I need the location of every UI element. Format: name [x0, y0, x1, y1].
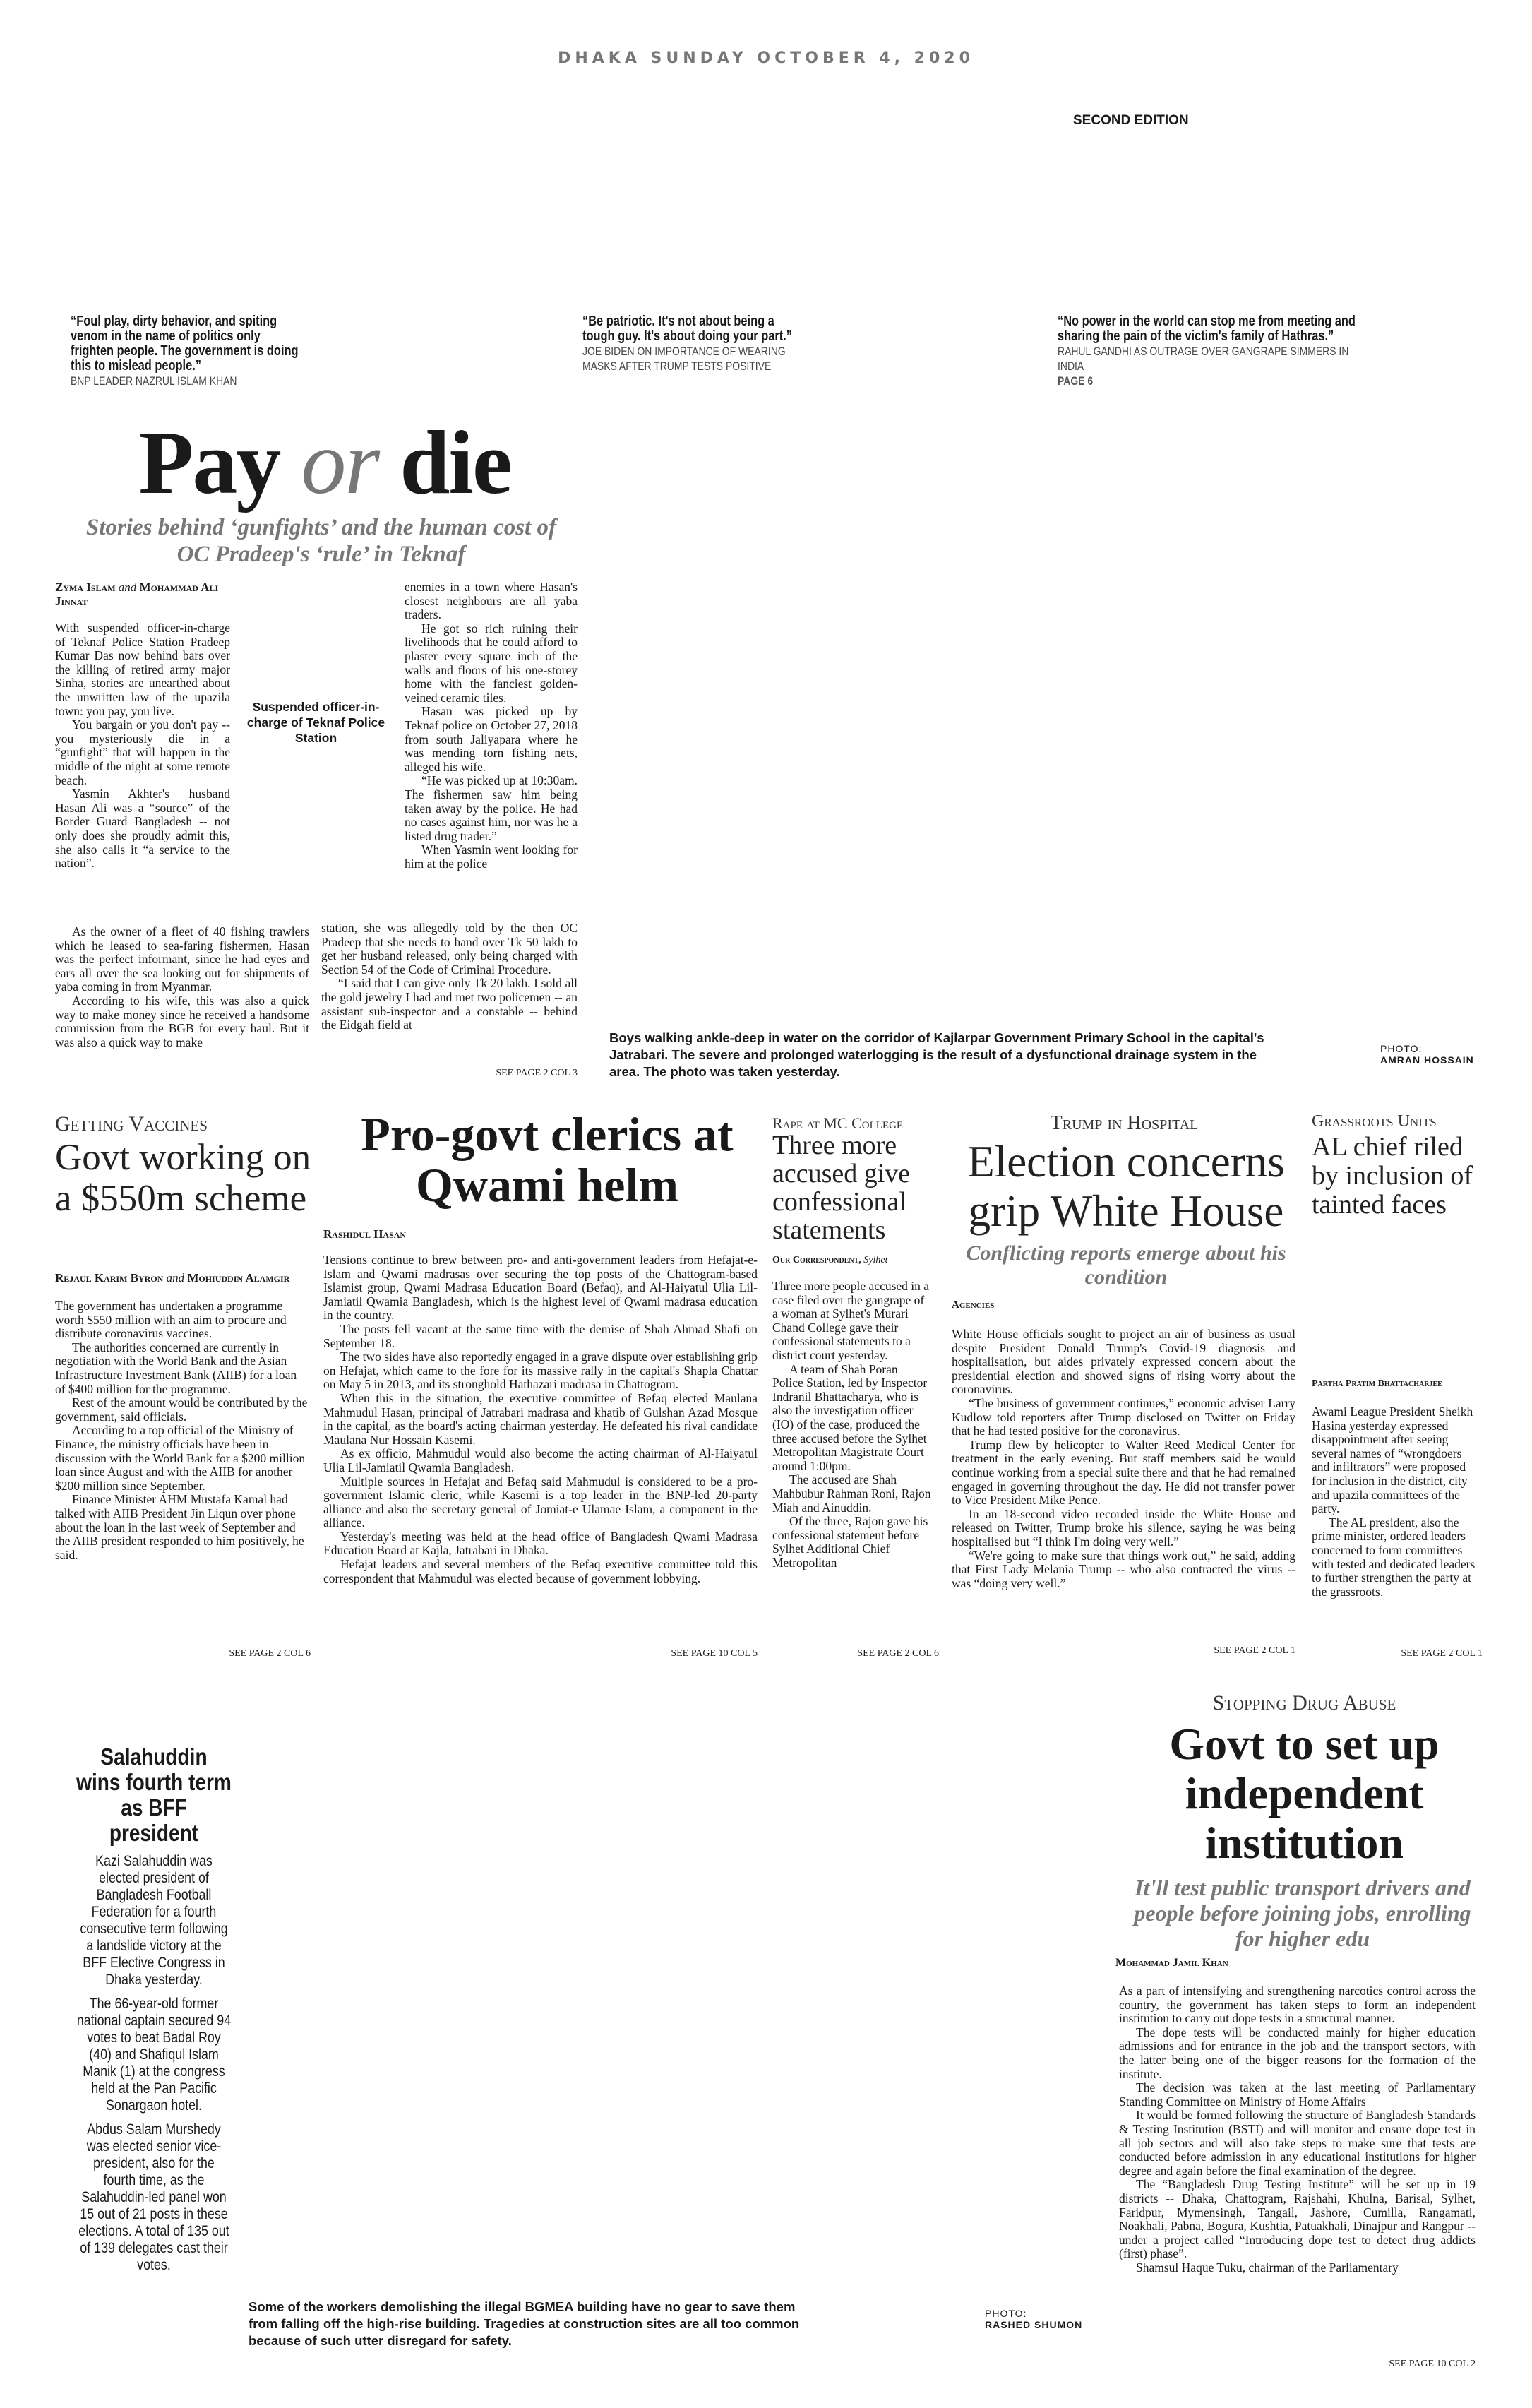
byline-author: Mohiuddin Alamgir: [187, 1271, 290, 1285]
paragraph: “We're going to make sure that things work out,” he said, adding that First Lady Melania Trump -- who also contracted the virus -- was “doing very well.”: [952, 1548, 1295, 1590]
al-body: [1312, 1405, 1481, 1599]
lead-byline: [55, 580, 225, 609]
photo-credit-name: RASHED SHUMON: [985, 2319, 1083, 2330]
al-byline: Partha Pratim Bhattacharjee: [1312, 1378, 1442, 1389]
quote-rahul: [1058, 314, 1365, 388]
trump-byline: Agencies: [952, 1299, 995, 1311]
paragraph: The two sides have also reportedly engaged in a grave dispute over establishing grip on Hefajat, which came to the fore for its massive rally in the capital's Shapla Chattar on May 5 in 2013, and its stronghold Hathazari madrasa in Chattogram.: [323, 1349, 758, 1392]
rape-body: [772, 1280, 931, 1570]
paragraph: Multiple sources in Hefajat and Befaq said Mahmudul is considered to be a pro-government Islamic cleric, while Kasemi is a top leader in the BNP-led 20-party alliance and also the secretary general of Jomiat-e Ulamae Islam, a component in the alliance.: [323, 1474, 758, 1530]
rape-jump[interactable]: SEE PAGE 2 COL 6: [857, 1648, 939, 1659]
trump-headline[interactable]: Election concerns grip White House: [967, 1137, 1285, 1236]
paragraph: As a part of intensifying and strengthening narcotics control across the country, the government has taken steps to form an independent institution to carry out dope tests in a structural manner.: [1119, 1984, 1476, 2026]
trump-jump[interactable]: SEE PAGE 2 COL 1: [1214, 1645, 1295, 1656]
lead-col2-wide: [321, 922, 578, 1032]
byline-and: and: [166, 1271, 185, 1285]
quote-source: JOE BIDEN ON IMPORTANCE OF WEARING MASKS AFTER TRUMP TESTS POSITIVE: [582, 345, 786, 373]
edition-label: SECOND EDITION: [1073, 113, 1189, 128]
paragraph: The “Bangladesh Drug Testing Institute” will be set up in 19 districts -- Dhaka, Chattogram, Rajshahi, Khulna, Barisal, Sylhet, Faridpur, Mymensingh, Tangail, Jashore, Cumilla, Rangamati, Noakhali, Pabna, Bogura, Kushtia, Patuakhali, Dinajpur and Rangpur -- under a project called “Introducing dope test to detect drug addicts (first) phase”.: [1119, 2177, 1476, 2261]
byline-author: Our Correspondent,: [772, 1255, 861, 1265]
paragraph: The dope tests will be conducted mainly for higher education admissions and for entrance in the job and the transport sectors, with the latter being one of the bigger reasons for the formation of the institute.: [1119, 2025, 1476, 2081]
paragraph: The accused are Shah Mahbubur Rahman Roni, Rajon Miah and Ainuddin.: [772, 1472, 931, 1515]
clerics-body: [323, 1253, 758, 1585]
rape-headline[interactable]: Three more accused give confessional statements: [772, 1131, 911, 1245]
byline-place: Sylhet: [863, 1255, 888, 1265]
lead-photo-caption: Boys walking ankle-deep in water on the corridor of Kajlarpar Government Primary School in the capital's Jatrabari. The severe and prolonged waterlogging is the result of a dysfunctional drainage system in the area. The photo was taken yesterday.: [609, 1030, 1264, 1079]
paragraph: station, she was allegedly told by the then OC Pradeep that she needs to hand over Tk 50 lakh to get her husband released, only being charged with Section 54 of the Code of Criminal Procedure.: [321, 921, 578, 977]
paragraph: Finance Minister AHM Mustafa Kamal had talked with AIIB President Jin Liqun over phone about the loan in the last week of September and the AIIB president responded to him positively, he said.: [55, 1492, 304, 1562]
rape-kicker: Rape at MC College: [772, 1114, 904, 1132]
paragraph: The AL president, also the prime minister, ordered leaders concerned to form committees with tested and dedicated leaders to further strengthen the party at the grassroots.: [1312, 1515, 1476, 1599]
paragraph: Rest of the amount would be contributed by the government, said officials.: [55, 1395, 308, 1424]
paragraph: “The business of government continues,” economic adviser Larry Kudlow told reporters after Trump disclosed on Twitter on Friday that he had tested positive for the coronavirus.: [952, 1395, 1295, 1438]
trump-body: [952, 1328, 1295, 1590]
quote-source: BNP LEADER NAZRUL ISLAM KHAN: [71, 374, 237, 388]
paragraph: According to a top official of the Ministry of Finance, the ministry officials have been in discussion with the World Bank for a $200 million loan since August and with the AIIB for another $200 million since September.: [55, 1423, 306, 1493]
vaccines-byline: [55, 1271, 352, 1285]
paragraph: Of the three, Rajon gave his confessional statement before Sylhet Additional Chief Metropolitan: [772, 1514, 928, 1570]
lead-col1-wide: [55, 925, 309, 1049]
paragraph: “I said that I can give only Tk 20 lakh. I sold all the gold jewelry I had and met two policemen -- an assistant sub-inspector and a constable -- behind the Eidgah field at: [321, 976, 578, 1032]
paragraph: Kazi Salahuddin was elected president of Bangladesh Football Federation for a fourth consecutive term following a landslide victory at the BFF Elective Congress in Dhaka yesterday.: [80, 1853, 228, 1988]
paragraph: Hefajat leaders and several members of the Befaq executive committee told this correspondent that Mahmudul was elected because of government lobbying.: [323, 1557, 758, 1585]
paragraph: With suspended officer-in-charge of Teknaf Police Station Pradeep Kumar Das now behind bars over the killing of retired army major Sinha, stories are unearthed about the unwritten law of the upazila town: you pay, you live.: [55, 621, 230, 718]
paragraph: You bargain or you don't pay -- you mysteriously die in a “gunfight” that will happen in the middle of the night at some remote beach.: [55, 717, 230, 787]
paragraph: As the owner of a fleet of 40 fishing trawlers which he leased to sea-faring fishermen, Hasan was the perfect informant, since he had eyes and ears all over the sea looking out for shipments of yaba coming in from Myanmar.: [55, 924, 309, 994]
bgmea-caption: Some of the workers demolishing the illegal BGMEA building have no gear to save them from falling off the high-rise building. Tragedies at construction sites are all too common because of such utter disregard for safety.: [249, 2299, 800, 2348]
byline-author: Zyma Islam: [55, 580, 116, 594]
lead-headline-or: or: [301, 412, 379, 513]
paragraph: It would be formed following the structure of Bangladesh Standards & Testing Institution (BSTI) and will monitor and ensure dope test in all job sectors and will also take steps to make sure that tests are conducted before admission in any educational institutions for higher degree and again before the final examination of the degree.: [1119, 2108, 1476, 2178]
drug-body: [1119, 1984, 1476, 2275]
drug-deck: It'll test public transport drivers and people before joining jobs, enrolling for higher edu: [1134, 1875, 1471, 1951]
bgmea-photo-credit: [985, 2308, 1105, 2330]
paragraph: Yesterday's meeting was held at the head office of Bangladesh Qwami Madrasa Education Board at Kajla, Jatrabari in Dhaka.: [323, 1529, 758, 1558]
quote-text: “Foul play, dirty behavior, and spiting venom in the name of politics only frighten people. The government is doing this to mislead people.”: [71, 314, 299, 374]
vaccines-headline[interactable]: Govt working on a $550m scheme: [55, 1137, 311, 1219]
vaccines-body: [55, 1299, 309, 1562]
quote-biden: [582, 314, 803, 374]
paragraph: When Yasmin went looking for him at the police: [405, 842, 578, 871]
paragraph: The posts fell vacant at the same time with the demise of Shah Ahmad Shafi on September 18.: [323, 1321, 758, 1350]
paragraph: A team of Shah Poran Police Station, led by Inspector Indranil Bhattacharya, who is also the investigation officer (IO) of the case, produced the three accused before the Sylhet Metropolitan Magistrate Court around 1:00pm.: [772, 1361, 928, 1473]
paragraph: The authorities concerned are currently in negotiation with the World Bank and the Asian Infrastructure Investment Bank (AIIB) for a loan of $400 million for the programme.: [55, 1340, 297, 1396]
paragraph: Awami League President Sheikh Hasina yesterday expressed disappointment after seeing several names of “wrongdoers and infiltrators” were proposed for inclusion in the district, city and upazila committees of the party.: [1312, 1405, 1473, 1516]
photo-credit-name: AMRAN HOSSAIN: [1380, 1054, 1474, 1066]
paragraph: In an 18-second video recorded inside the White House and released on Twitter, Trump broke his silence, saying he was being hospitalised but “I think I'm doing very well.”: [952, 1506, 1295, 1549]
lead-jump[interactable]: SEE PAGE 2 COL 3: [496, 1068, 578, 1078]
paragraph: According to his wife, this was also a quick way to make money since he received a handsome commission from the BGB for every haul. But it was also a quick way to make: [55, 993, 309, 1049]
lead-headline-word: die: [400, 412, 511, 513]
quote-text: “Be patriotic. It's not about being a tough guy. It's about doing your part.”: [582, 314, 792, 344]
al-kicker: Grassroots Units: [1312, 1112, 1437, 1131]
drug-jump[interactable]: SEE PAGE 10 COL 2: [1389, 2359, 1476, 2369]
photo-label: PHOTO:: [1380, 1043, 1423, 1054]
paragraph: The government has undertaken a programme worth $550 million with an aim to procure and distribute coronavirus vaccines.: [55, 1299, 287, 1341]
lead-deck: Stories behind ‘gunfights’ and the human cost of OC Pradeep's ‘rule’ in Teknaf: [86, 515, 556, 567]
byline-author: Mohammad Ali Jinnat: [55, 580, 219, 608]
clerics-byline: Rashidul Hasan: [323, 1227, 407, 1241]
lead-col2: [405, 580, 578, 871]
vaccines-jump[interactable]: SEE PAGE 2 COL 6: [229, 1648, 311, 1659]
lead-col1: [55, 621, 230, 871]
paragraph: When this in the situation, the executive committee of Befaq elected Maulana Mahmudul Hasan, principal of Jatrabari madrasa and khatib of Gulshan Azad Mosque in the capital, as the board's acting chairman yesterday. He defeated his rival candidate Maulana Nur Hossain Kasemi.: [323, 1390, 758, 1447]
clerics-headline[interactable]: Pro-govt clerics at Qwami helm: [361, 1107, 734, 1212]
lead-headline[interactable]: [56, 412, 593, 513]
paragraph: enemies in a town where Hasan's closest neighbours are all yaba traders.: [405, 580, 578, 622]
rape-byline: [772, 1253, 963, 1268]
vaccines-kicker: Getting Vaccines: [55, 1112, 208, 1136]
paragraph: Hasan was picked up by Teknaf police on October 27, 2018 from south Jaliyapara where he was mending torn fishing nets, alleged his wife.: [405, 704, 578, 774]
quote-text: “No power in the world can stop me from meeting and sharing the pain of the victim's family of Hathras.”: [1058, 314, 1356, 344]
paragraph: Shamsul Haque Tuku, chairman of the Parliamentary: [1136, 2260, 1399, 2275]
trump-kicker: Trump in Hospital: [1050, 1112, 1199, 1134]
paragraph: The decision was taken at the last meeting of Parliamentary Standing Committee on Ministry of Home Affairs: [1119, 2080, 1476, 2109]
salahuddin-headline[interactable]: Salahuddin wins fourth term as BFF president: [76, 1744, 232, 1846]
drug-headline[interactable]: Govt to set up independent institution: [1169, 1719, 1440, 1868]
salahuddin-brief: [62, 1744, 246, 2274]
quote-nazrul: [71, 314, 302, 388]
al-headline[interactable]: AL chief riled by inclusion of tainted faces: [1312, 1132, 1473, 1220]
byline-author: Rejaul Karim Byron: [55, 1271, 164, 1285]
paragraph: Tensions continue to brew between pro- and anti-government leaders from Hefajat-e-Islam and Qwami madrasas over securing the top posts of the Chattogram-based Islamist group, Qwami Madrasa Education Board (Befaq), and Al-Haiyatul Ulia Lil-Jamiatil Qwamia Bangladesh, which is the highest level of Qwami madrasa education in the country.: [323, 1253, 758, 1323]
mugshot-caption: Suspended officer-in-charge of Teknaf Police Station: [246, 700, 385, 745]
paragraph: He got so rich ruining their livelihoods that he could afford to plaster every square inch of the walls and floors of his one-storey home with the fanciest golden-veined ceramic tiles.: [405, 621, 578, 705]
paragraph: The 66-year-old former national captain secured 94 votes to beat Badal Roy (40) and Shafiqul Islam Manik (1) at the congress held at the Pan Pacific Sonargaon hotel.: [76, 1996, 232, 2114]
paragraph: Abdus Salam Murshedy was elected senior vice-president, also for the fourth time, as the Salahuddin-led panel won 15 out of 21 posts in these elections. A total of 135 out of 139 delegates cast their votes.: [78, 2121, 229, 2273]
paragraph: Three more people accused in a case filed over the gangrape of a woman at Sylhet's Murari Chand College gave their confessional statements to a district court yesterday.: [772, 1279, 930, 1362]
lead-headline-word: Pay: [138, 412, 280, 513]
paragraph: As ex officio, Mahmudul would also become the acting chairman of Al-Haiyatul Ulia Lil-Jamiatil Qwamia Bangladesh.: [323, 1446, 758, 1474]
paragraph: Yasmin Akhter's husband Hasan Ali was a “source” of the Border Guard Bangladesh -- not only does she proudly admit this, she also calls it “a service to the nation”.: [55, 787, 230, 871]
salahuddin-body: [76, 1853, 232, 2274]
drug-kicker: Stopping Drug Abuse: [1212, 1691, 1396, 1715]
drug-byline: Mohammad Jamil Khan: [1115, 1957, 1228, 1969]
clerics-jump[interactable]: SEE PAGE 10 COL 5: [671, 1648, 758, 1659]
paragraph: White House officials sought to project an air of business as usual despite President Donald Trump's Covid-19 diagnosis and hospitalisation, but aides privately expressed concern about the presidential election and showed signs of rising worry about the coronavirus.: [952, 1327, 1295, 1397]
photo-label: PHOTO:: [985, 2308, 1027, 2319]
mugshot-pradeep: [240, 699, 392, 770]
dateline: DHAKA SUNDAY OCTOBER 4, 2020: [558, 49, 974, 67]
paragraph: “He was picked up at 10:30am. The fishermen saw him being taken away by the police. He had no cases against him, nor was he a listed drug trader.”: [405, 773, 578, 843]
byline-and: and: [118, 580, 137, 594]
lead-photo-credit: [1380, 1043, 1493, 1066]
quote-page: PAGE 6: [1058, 374, 1094, 388]
trump-deck: Conflicting reports emerge about his condition: [966, 1241, 1286, 1289]
paragraph: Trump flew by helicopter to Walter Reed Medical Center for treatment in the early evening. But staff members said he would continue working from a special suite there and that he had remained engaged in governing throughout the day. He did not transfer power to Vice President Mike Pence.: [952, 1437, 1295, 1508]
al-jump[interactable]: SEE PAGE 2 COL 1: [1401, 1648, 1483, 1659]
quote-source: RAHUL GANDHI AS OUTRAGE OVER GANGRAPE SIMMERS IN INDIA: [1058, 345, 1349, 373]
